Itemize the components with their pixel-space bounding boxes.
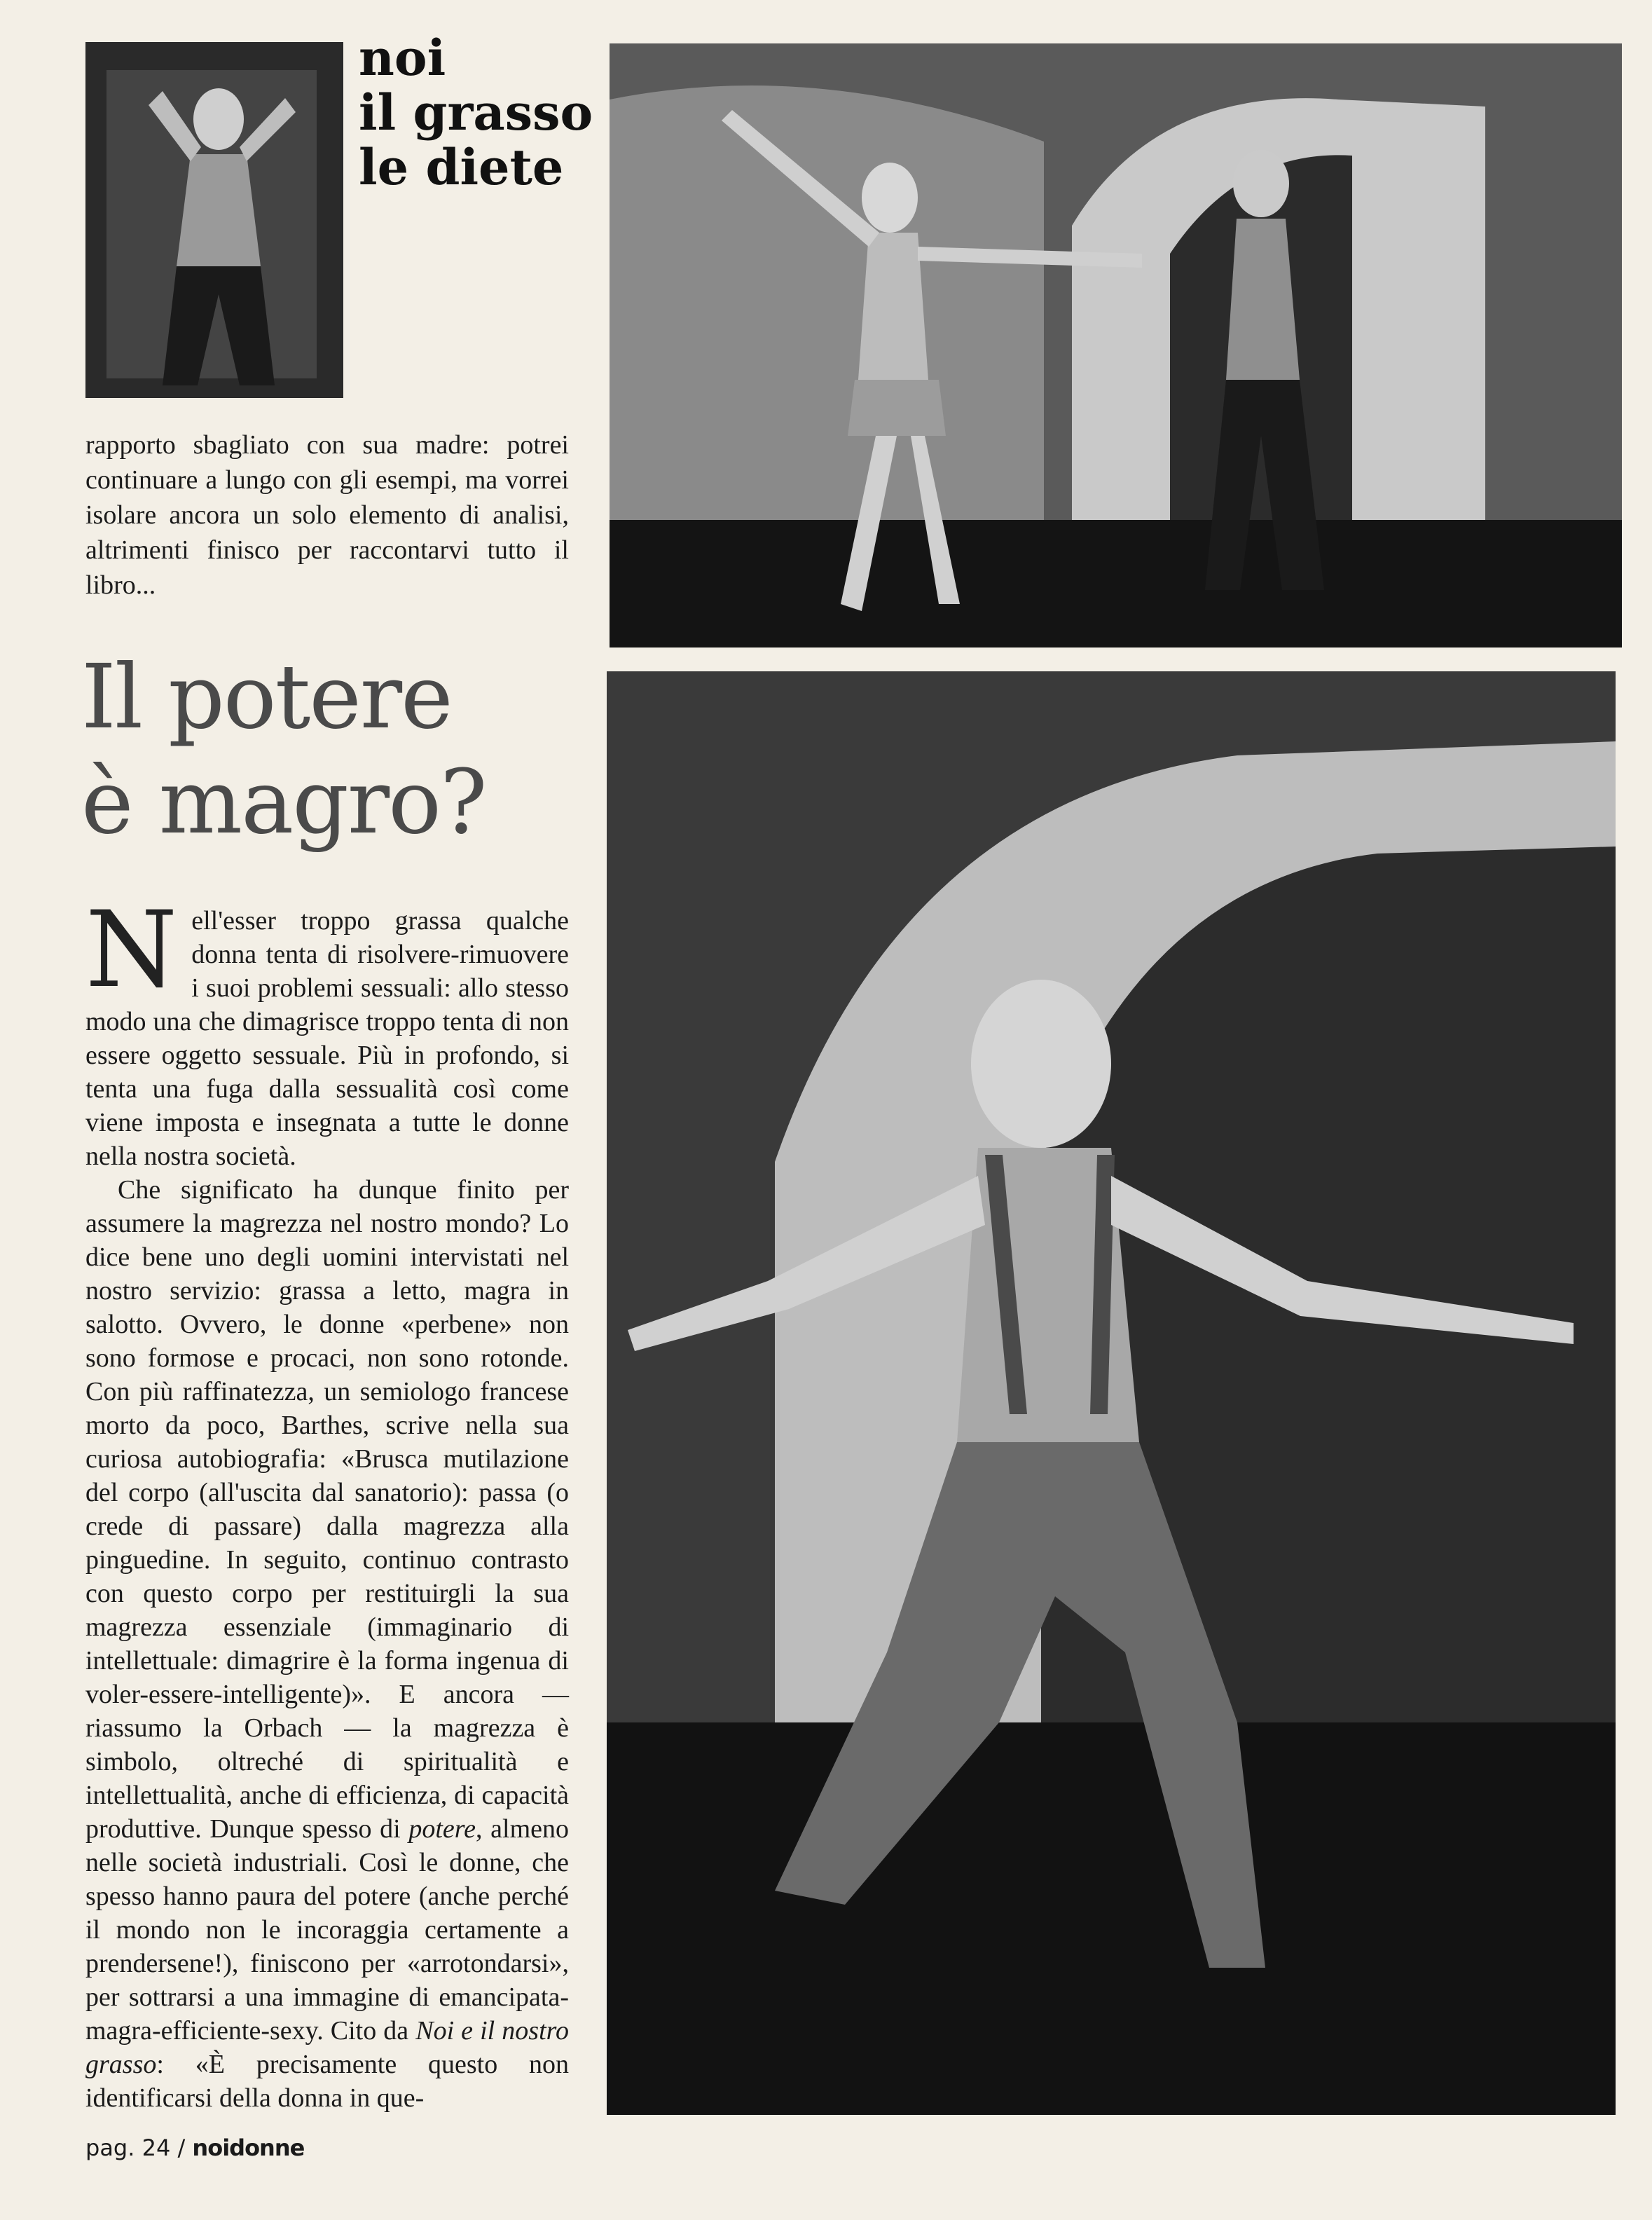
magazine-brand: noidonne: [192, 2135, 305, 2161]
page-number: pag. 24 /: [85, 2135, 186, 2161]
photo-small-performer: [85, 42, 343, 398]
paragraph-1-text: ell'esser troppo grassa qualche donna tenta di risolvere-rimuovere i suoi problemi sessuali: allo stesso modo una che dimagrisce troppo tenta di non essere oggetto sessuale. Più in profondo, si tenta una fuga dalla sessualità così come viene imposta e insegnata a tutte le donne nella nostra società.: [85, 906, 569, 1171]
article-title: [81, 645, 600, 855]
headline: [359, 31, 597, 195]
paragraph-2-text-a: Che significato ha dunque finito per assumere la magrezza nel nostro mondo? Lo dice bene uno degli uomini intervistati nel nostro servizio: grassa a letto, magra in salotto. Ovvero, le donne «perbene» non sono formose e procaci, non sono rotonde. Con più raffinatezza, un semiologo francese morto da poco, Barthes, scrive nella sua curiosa autobiografia: «Brusca mutilazione del corpo (all'uscita dal sanatorio): passa (o crede di passare) dalla magrezza alla pinguedine. In seguito, continuo contrasto con questo corpo per restituirgli la sua magrezza essenziale (immaginario di intellettuale: dimagrire è la forma ingenua di voler-essere-intelligente)». E ancora — riassumo la Orbach — la magrezza è simbolo, oltreché di spiritualità e intellettualità, anche di efficienza, di capacità produttive. Dunque spesso di: [85, 1175, 569, 1844]
dancers-scene-icon: [610, 43, 1622, 648]
dropcap: N: [85, 889, 178, 1011]
paragraph-2: [85, 1173, 569, 2115]
paragraph-2-text-b: , almeno nelle società industriali. Così le donne, che spesso hanno paura del potere (anche perché il mondo non le incoraggia certamente a prendersene!), finiscono per «arrotondarsi», per sottrarsi a una immagine di emancipata-magra-efficiente-sexy. Cito da: [85, 1814, 569, 2046]
article-body: [85, 889, 570, 2115]
main-performer-scene-icon: [607, 671, 1616, 2115]
paragraph-2-text-c: : «È precisamente questo non identificarsi della donna in que-: [85, 2050, 569, 2113]
headline-line-1: noi: [359, 29, 446, 87]
performer-silhouette-icon: [85, 42, 343, 398]
emphasis-potere: potere: [408, 1814, 476, 1844]
headline-line-2: il grasso: [359, 83, 593, 142]
headline-line-3: le diete: [359, 138, 564, 196]
photo-two-dancers: [610, 43, 1622, 648]
page-footer: [85, 2135, 304, 2161]
book-title: Noi e il nostro grasso: [85, 2016, 570, 2079]
article-title-line-2: è magro?: [81, 751, 486, 854]
article-title-line-1: Il potere: [81, 645, 452, 748]
intro-paragraph: rapporto sbagliato con sua madre: potrei continuare a lungo con gli esempi, ma vorrei isolare ancora un solo elemento di analisi, altrimenti finisco per raccontarvi tutto il libro...: [85, 430, 569, 600]
paragraph-1: [85, 889, 569, 1173]
photo-main-performer: [607, 671, 1616, 2115]
